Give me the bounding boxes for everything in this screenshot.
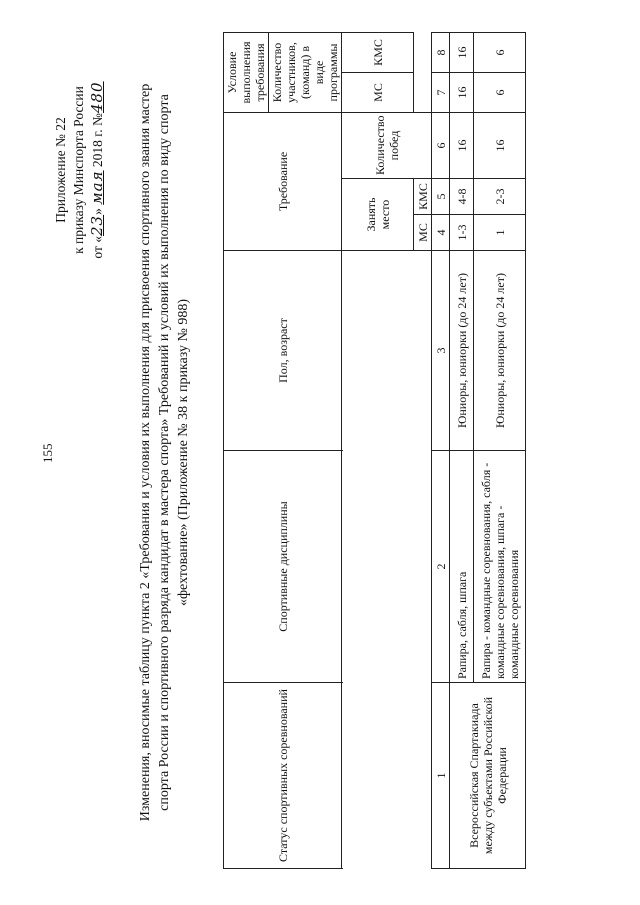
participants-kms-cell: 6 <box>474 32 526 72</box>
header-cond-kms: КМС <box>342 32 414 72</box>
date-month: мая <box>88 170 106 205</box>
header-place-ms: МС <box>414 215 432 251</box>
col-num-1: 1 <box>432 683 450 869</box>
status-cell: Всероссийская Спартакиада между субъектами Российской Федерации <box>450 683 526 869</box>
table-row <box>450 32 474 868</box>
appendix-block <box>52 20 107 320</box>
gender-age-cell: Юниоры, юниорки (до 24 лет) <box>450 251 474 451</box>
heading-line-1: Изменения, вносимые таблицу пункта 2 «Требования и условия их выполнения для присвоения спортивного звания мастер <box>138 83 153 822</box>
requirements-table <box>223 32 526 869</box>
gender-age-cell: Юниоры, юниорки (до 24 лет) <box>474 251 526 451</box>
appendix-order-ref: к приказу Минспорта России <box>71 86 86 254</box>
wins-kms-cell: 16 <box>474 112 526 178</box>
spacer-cell <box>414 32 432 72</box>
header-wins: Количество побед <box>342 112 432 178</box>
place-ms-cell: 1 <box>474 215 526 251</box>
col-num-5: 5 <box>432 179 450 215</box>
spacer-cell <box>342 251 414 869</box>
header-condition: Условие выполнения требования <box>224 32 269 112</box>
col-num-7: 7 <box>432 72 450 112</box>
header-place: Занять место <box>342 179 414 251</box>
participants-ms-cell: 16 <box>450 72 474 112</box>
date-mid: » <box>90 208 105 215</box>
date-day: 23 <box>88 214 106 236</box>
heading-line-2: спорта России и спортивного разряда кандидат в мастера спорта» Требований и условий их выполнения по виду спорта <box>157 94 172 811</box>
discipline-cell: Рапира, сабля, шпага <box>450 451 474 683</box>
appendix-date-line <box>88 20 107 320</box>
col-num-4: 4 <box>432 215 450 251</box>
date-year: 2018 г. № <box>90 113 105 168</box>
col-num-8: 8 <box>432 32 450 72</box>
participants-ms-cell: 6 <box>474 72 526 112</box>
spacer-cell <box>414 251 432 869</box>
heading-line-3: «фехтование» (Приложение № 38 к приказу № 988) <box>176 298 191 607</box>
participants-kms-cell: 16 <box>450 32 474 72</box>
place-ms-cell: 1-3 <box>450 215 474 251</box>
date-prefix: от « <box>90 235 105 259</box>
wins-kms-cell: 16 <box>450 112 474 178</box>
col-num-2: 2 <box>432 451 450 683</box>
header-disciplines: Спортивные дисциплины <box>224 451 342 683</box>
col-num-3: 3 <box>432 251 450 451</box>
col-num-6: 6 <box>432 112 450 178</box>
document-heading <box>136 30 193 875</box>
place-kms-cell: 4-8 <box>450 179 474 215</box>
header-status: Статус спортивных соревнований <box>224 683 342 869</box>
column-numbers-row <box>432 32 450 868</box>
page-number: 155 <box>40 443 55 463</box>
discipline-cell: Рапира - командные соревнования, сабля - командные соревнования, шпага - командные соревнования <box>474 451 526 683</box>
order-number: 480 <box>88 81 106 114</box>
header-place-kms: КМС <box>414 179 432 215</box>
place-kms-cell: 2-3 <box>474 179 526 215</box>
header-gender-age: Пол, возраст <box>224 251 342 451</box>
header-cond-ms: МС <box>342 72 414 112</box>
spacer-cell <box>414 72 432 112</box>
header-participants: Количество участников, (команд) в виде программы <box>269 32 342 112</box>
header-requirement: Требование <box>224 112 342 250</box>
appendix-title: Приложение № 22 <box>53 117 68 223</box>
